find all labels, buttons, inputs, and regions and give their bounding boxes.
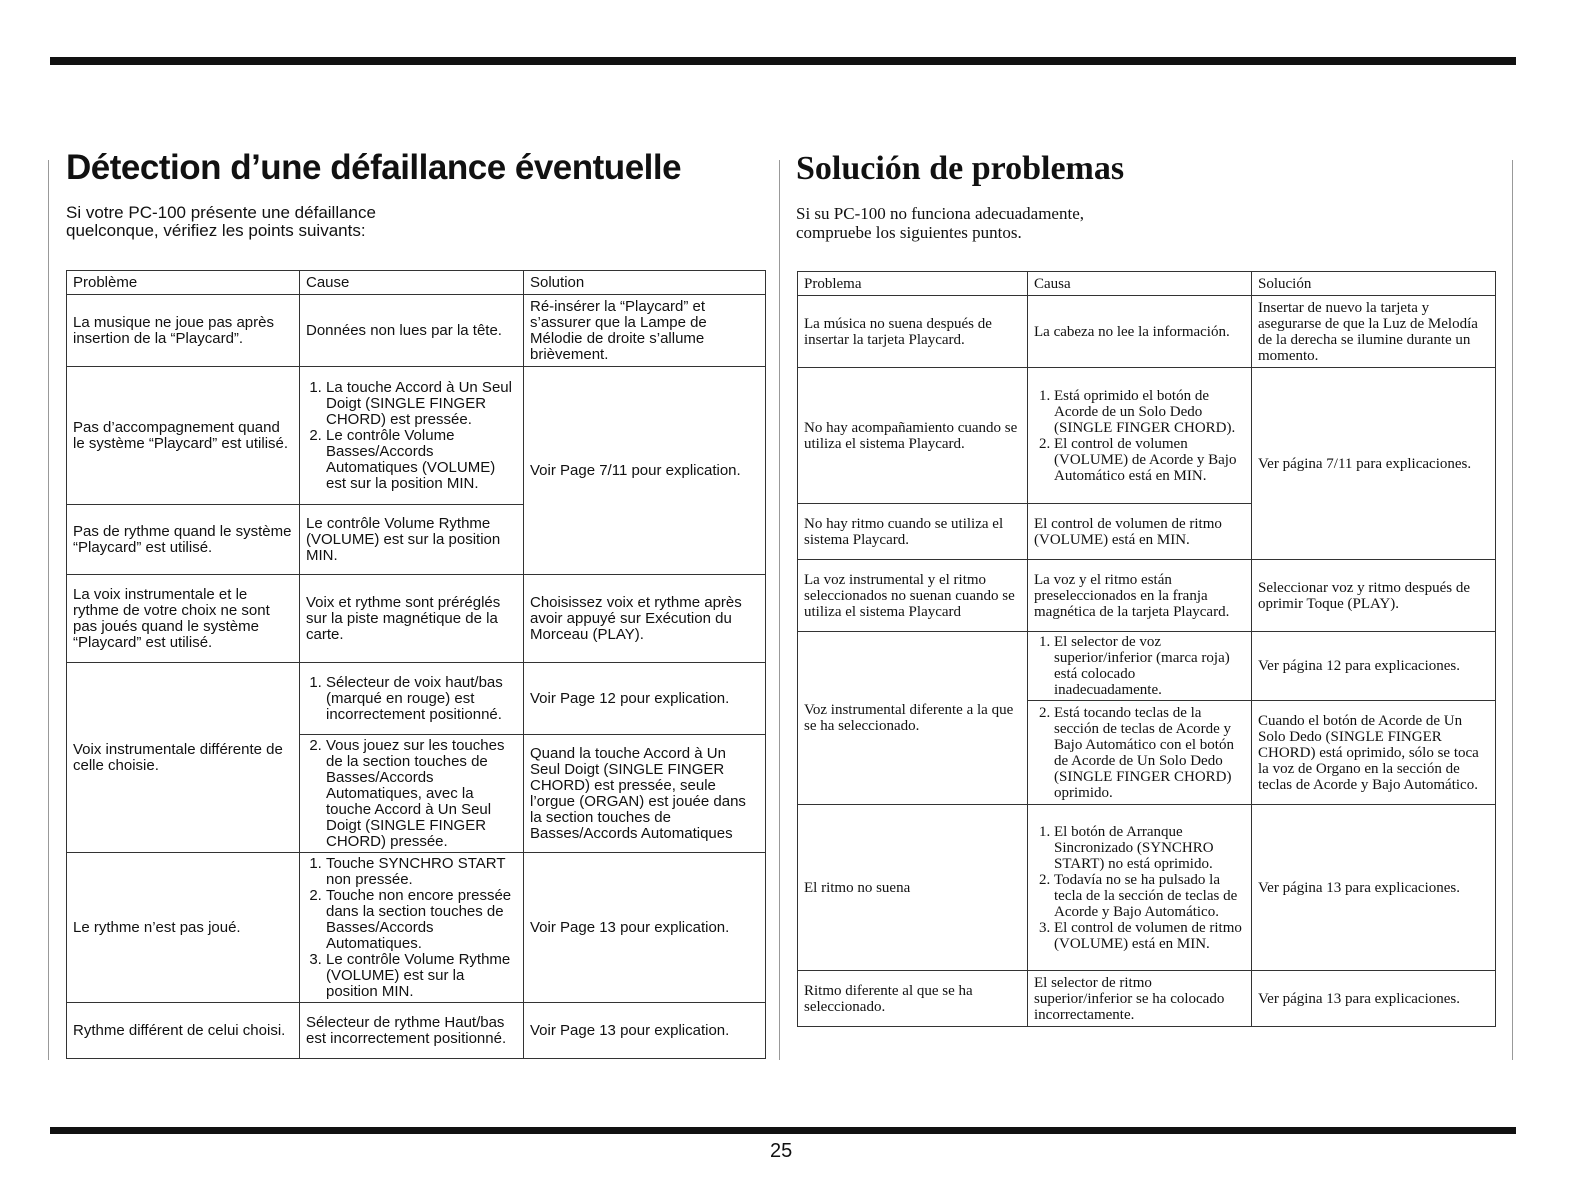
table-row <box>798 805 1496 971</box>
center-divider <box>779 160 780 1060</box>
left-margin-line <box>48 160 49 1060</box>
problem-cell: La musique ne joue pas après insertion de la “Playcard”. <box>67 295 300 367</box>
table-header-row <box>798 272 1496 296</box>
cause-item: 2. Está tocando teclas de la sección de teclas de Acorde y Bajo Automático con el botón de Acorde de Un Solo Dedo (SINGLE FINGER CHORD) oprimido. <box>1054 705 1245 801</box>
french-title: Détection d’une défaillance éventuelle <box>66 148 682 187</box>
cause-cell <box>300 367 524 505</box>
french-troubleshooting-table <box>66 270 766 1059</box>
header-cause: Cause <box>300 271 524 295</box>
solution-cell: Ré-insérer la “Playcard” et s’assurer que la Lampe de Mélodie de droite s’allume brièvement. <box>524 295 766 367</box>
table-row <box>67 367 766 505</box>
problem-cell: Voix instrumentale différente de celle choisie. <box>67 663 300 853</box>
problem-cell: Pas de rythme quand le système “Playcard” est utilisé. <box>67 505 300 575</box>
right-margin-line <box>1512 160 1513 1060</box>
solution-cell: Seleccionar voz y ritmo después de oprimir Toque (PLAY). <box>1252 560 1496 632</box>
cause-cell <box>1028 805 1252 971</box>
spanish-intro <box>796 204 1084 242</box>
table-row <box>67 663 766 735</box>
cause-item: 3. El control de volumen de ritmo (VOLUME) está en MIN. <box>1054 920 1245 952</box>
cause-cell <box>1028 632 1252 701</box>
cause-item: 1. El selector de voz superior/inferior (marca roja) está colocado inadecuadamente. <box>1054 634 1245 698</box>
cause-item: 2. Vous jouez sur les touches de la section touches de Basses/Accords Automatiques, avec la touche Accord à Un Seul Doigt (SINGLE FINGER CHORD) pressée. <box>326 738 517 850</box>
table-row <box>798 368 1496 504</box>
table-row <box>798 296 1496 368</box>
spanish-intro-line1: Si su PC-100 no funciona adecuadamente, <box>796 204 1084 223</box>
table-row <box>67 295 766 367</box>
spanish-troubleshooting-table <box>797 271 1496 1027</box>
cause-item: 3. Le contrôle Volume Rythme (VOLUME) est sur la position MIN. <box>326 952 517 1000</box>
french-intro-line2: quelconque, vérifiez les points suivants: <box>66 221 366 240</box>
cause-item: 2. Todavía no se ha pulsado la tecla de la sección de teclas de Acorde y Bajo Automático. <box>1054 872 1245 920</box>
cause-item: 2. Le contrôle Volume Basses/Accords Automatiques (VOLUME) est sur la position MIN. <box>326 428 517 492</box>
solution-cell: Cuando el botón de Acorde de Un Solo Dedo (SINGLE FINGER CHORD) está oprimido, sólo se toca la voz de Organo en la sección de teclas de Acorde y Bajo Automático. <box>1252 701 1496 805</box>
cause-cell <box>1028 701 1252 805</box>
cause-cell <box>1028 368 1252 504</box>
spanish-title: Solución de problemas <box>796 150 1125 187</box>
solution-cell: Voir Page 7/11 pour explication. <box>524 367 766 575</box>
header-problem: Problema <box>798 272 1028 296</box>
solution-cell: Ver página 7/11 para explicaciones. <box>1252 368 1496 560</box>
solution-cell: Ver página 12 para explicaciones. <box>1252 632 1496 701</box>
table-header-row <box>67 271 766 295</box>
problem-cell: La voix instrumentale et le rythme de votre choix ne sont pas joués quand le système “Playcard” est utilisé. <box>67 575 300 663</box>
header-solution: Solución <box>1252 272 1496 296</box>
french-intro-line1: Si votre PC-100 présente une défaillance <box>66 203 376 222</box>
solution-cell: Voir Page 12 pour explication. <box>524 663 766 735</box>
cause-item: 1. La touche Accord à Un Seul Doigt (SINGLE FINGER CHORD) est pressée. <box>326 380 517 428</box>
cause-cell: El selector de ritmo superior/inferior se ha colocado incorrectamente. <box>1028 971 1252 1027</box>
top-rule <box>50 57 1516 65</box>
solution-cell: Voir Page 13 pour explication. <box>524 1003 766 1059</box>
cause-cell: Le contrôle Volume Rythme (VOLUME) est sur la position MIN. <box>300 505 524 575</box>
solution-cell: Insertar de nuevo la tarjeta y asegurarse de que la Luz de Melodía de la derecha se ilumine durante un momento. <box>1252 296 1496 368</box>
problem-cell: Ritmo diferente al que se ha seleccionado. <box>798 971 1028 1027</box>
table-row <box>67 1003 766 1059</box>
header-cause: Causa <box>1028 272 1252 296</box>
problem-cell: Pas d’accompagnement quand le système “Playcard” est utilisé. <box>67 367 300 505</box>
header-solution: Solution <box>524 271 766 295</box>
table-row <box>798 971 1496 1027</box>
cause-cell <box>300 663 524 735</box>
solution-cell: Quand la touche Accord à Un Seul Doigt (SINGLE FINGER CHORD) est pressée, seule l’orgue (ORGAN) est jouée dans la section touches de Basses/Accords Automatiques <box>524 735 766 853</box>
cause-item: 1. Está oprimido el botón de Acorde de un Solo Dedo (SINGLE FINGER CHORD). <box>1054 388 1245 436</box>
problem-cell: Le rythme n’est pas joué. <box>67 853 300 1003</box>
french-intro <box>66 204 376 240</box>
solution-cell: Ver página 13 para explicaciones. <box>1252 805 1496 971</box>
solution-cell: Voir Page 13 pour explication. <box>524 853 766 1003</box>
header-problem: Problème <box>67 271 300 295</box>
bottom-rule <box>50 1127 1516 1134</box>
page-number: 25 <box>770 1140 793 1162</box>
solution-cell: Choisissez voix et rythme après avoir appuyé sur Exécution du Morceau (PLAY). <box>524 575 766 663</box>
problem-cell: No hay acompañamiento cuando se utiliza el sistema Playcard. <box>798 368 1028 504</box>
problem-cell: Rythme différent de celui choisi. <box>67 1003 300 1059</box>
problem-cell: La música no suena después de insertar la tarjeta Playcard. <box>798 296 1028 368</box>
cause-cell: Voix et rythme sont préréglés sur la piste magnétique de la carte. <box>300 575 524 663</box>
problem-cell: El ritmo no suena <box>798 805 1028 971</box>
cause-item: 2. El control de volumen (VOLUME) de Acorde y Bajo Automático está en MIN. <box>1054 436 1245 484</box>
cause-item: 1. Touche SYNCHRO START non pressée. <box>326 856 517 888</box>
cause-cell: La voz y el ritmo están preseleccionados en la franja magnética de la tarjeta Playcard. <box>1028 560 1252 632</box>
solution-cell: Ver página 13 para explicaciones. <box>1252 971 1496 1027</box>
cause-cell: Sélecteur de rythme Haut/bas est incorrectement positionné. <box>300 1003 524 1059</box>
cause-item: 1. Sélecteur de voix haut/bas (marqué en rouge) est incorrectement positionné. <box>326 675 517 723</box>
problem-cell: La voz instrumental y el ritmo seleccionados no suenan cuando se utiliza el sistema Playcard <box>798 560 1028 632</box>
cause-cell <box>300 735 524 853</box>
cause-cell: La cabeza no lee la información. <box>1028 296 1252 368</box>
table-row <box>67 853 766 1003</box>
cause-item: 2. Touche non encore pressée dans la section touches de Basses/Accords Automatiques. <box>326 888 517 952</box>
cause-cell <box>300 853 524 1003</box>
cause-cell: Données non lues par la tête. <box>300 295 524 367</box>
table-row <box>798 560 1496 632</box>
table-row <box>798 632 1496 701</box>
problem-cell: No hay ritmo cuando se utiliza el sistema Playcard. <box>798 504 1028 560</box>
cause-item: 1. El botón de Arranque Sincronizado (SYNCHRO START) no está oprimido. <box>1054 824 1245 872</box>
problem-cell: Voz instrumental diferente a la que se ha seleccionado. <box>798 632 1028 805</box>
spanish-intro-line2: compruebe los siguientes puntos. <box>796 223 1022 242</box>
table-row <box>67 575 766 663</box>
cause-cell: El control de volumen de ritmo (VOLUME) está en MIN. <box>1028 504 1252 560</box>
